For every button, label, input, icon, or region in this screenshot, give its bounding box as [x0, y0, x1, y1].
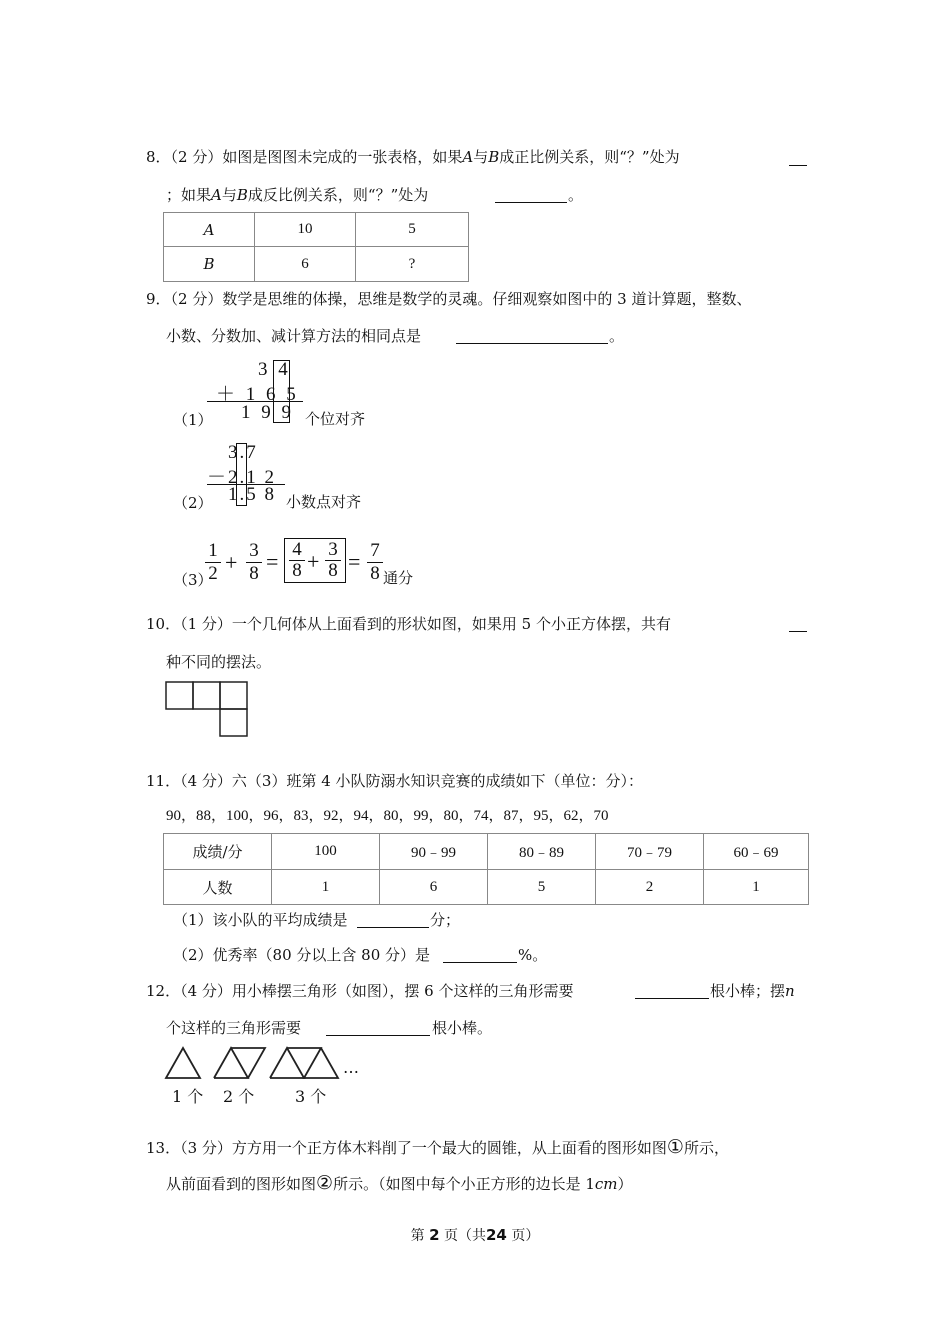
- q8-score: （2 分）: [170, 148, 223, 166]
- table-cell: 6: [255, 247, 356, 282]
- q10-answer-blank[interactable]: [789, 631, 807, 632]
- triangle-count-label: 2 个: [223, 1087, 255, 1106]
- q10-text: 一个几何体从上面看到的形状如图，如果用 5 个小正方体摆，共有: [231, 615, 671, 633]
- q8-text: 与: [473, 148, 489, 166]
- q9-line1: [146, 289, 751, 309]
- table-cell: 2: [596, 870, 704, 905]
- table-cell: 60﹣69: [704, 834, 809, 870]
- q12-score: （4 分）: [180, 982, 232, 1000]
- fraction-3-8: [325, 540, 341, 581]
- total-pages: 24: [486, 1226, 507, 1244]
- q12-line1-end: [710, 981, 795, 1001]
- q9-period: 。: [609, 327, 625, 345]
- numerator: 4: [292, 539, 302, 560]
- q13-text: 方方用一个正方体木料削了一个最大的圆锥，从上面看的图形如图: [231, 1139, 667, 1157]
- ellipsis: …: [343, 1058, 359, 1077]
- triangle-3a: [270, 1048, 304, 1078]
- square: [193, 682, 220, 709]
- footer-text: 页）: [511, 1228, 540, 1244]
- triangle-1: [166, 1048, 200, 1078]
- top-view-figure: [164, 680, 250, 740]
- numerator: 3: [249, 540, 259, 561]
- square: [220, 682, 247, 709]
- square: [166, 682, 193, 709]
- plus-sign: +: [307, 549, 320, 574]
- table-cell: 1: [272, 870, 380, 905]
- numerator: 1: [208, 540, 218, 561]
- fraction-7-8: [367, 540, 383, 585]
- decimal-point-box: [236, 443, 247, 506]
- calc1-row1: 3 4: [258, 359, 291, 380]
- q8-table: [163, 212, 469, 282]
- equals-sign: =: [348, 549, 361, 574]
- unit-cm: cm: [594, 1175, 618, 1193]
- q11-text: 六（3）班第 4 小队防溺水知识竞赛的成绩如下（单位：分）：: [231, 772, 644, 790]
- triangle-2a: [214, 1048, 248, 1078]
- q8-answer-blank-2[interactable]: [495, 202, 567, 203]
- fraction-3-8: [246, 540, 262, 585]
- q11-table: [163, 833, 809, 905]
- calc1-row2: ＋ 1 6 5: [216, 384, 299, 405]
- table-cell: 5: [488, 870, 596, 905]
- calc2-label: （2）: [173, 494, 213, 512]
- q8-line1: [146, 147, 680, 167]
- table-cell: 100: [272, 834, 380, 870]
- calc2-row1: 3.7: [228, 442, 258, 463]
- q12-text: 个这样的三角形需要: [166, 1019, 302, 1037]
- square: [220, 709, 247, 736]
- denominator: 2: [205, 562, 221, 585]
- page-footer: [0, 1225, 950, 1245]
- calc2-row2: －2.1 2: [207, 467, 277, 488]
- q8-text: 与: [221, 186, 237, 204]
- q9-text: 小数、分数加、减计算方法的相同点是: [166, 327, 422, 345]
- q11-sub1-unit: 分；: [430, 911, 461, 929]
- triangle-count-label: 3 个: [295, 1087, 327, 1106]
- fraction-1-2: [205, 540, 221, 585]
- table-cell: 80﹣89: [488, 834, 596, 870]
- table-cell: 6: [380, 870, 488, 905]
- calc1-caption: 个位对齐: [305, 410, 366, 428]
- q10-number: 10．: [146, 615, 181, 633]
- q8-text: 如图是图图未完成的一张表格，如果: [222, 148, 463, 166]
- page-number: 2: [429, 1226, 440, 1244]
- q13-number: 13．: [146, 1139, 181, 1157]
- q11-score: （4 分）: [180, 772, 232, 790]
- q13-text: 所示，: [683, 1139, 729, 1157]
- triangle-count-label: 1 个: [172, 1087, 204, 1106]
- q8-period: 。: [568, 186, 584, 204]
- score-list: 90，88，100，96，83，92，94，80，99，80，74，87，95，62，70: [166, 808, 609, 824]
- calc3-caption: 通分: [383, 569, 414, 587]
- footer-text: 页（共: [444, 1228, 486, 1244]
- q8-number: 8．: [146, 148, 171, 166]
- q11-sub2-unit: %。: [518, 946, 548, 964]
- figure-2-marker: ②: [316, 1172, 334, 1194]
- numerator: 7: [370, 540, 380, 561]
- calc2-caption: 小数点对齐: [286, 493, 362, 511]
- var-b: B: [488, 148, 500, 166]
- table-cell: 5: [356, 213, 469, 247]
- plus-sign: +: [225, 550, 238, 575]
- table-cell: ?: [356, 247, 469, 282]
- q8-answer-blank-1[interactable]: [789, 165, 807, 166]
- q13-line2: [166, 1173, 633, 1194]
- q11-answer-blank-1[interactable]: [357, 927, 429, 928]
- q12-text: 根小棒；摆: [710, 982, 786, 1000]
- q11-sub1: （1）该小队的平均成绩是: [173, 911, 348, 929]
- var-a: A: [462, 148, 474, 166]
- q8-line2: [166, 185, 428, 205]
- calc1-row3: 1 9 9: [241, 402, 294, 423]
- table-cell: 成绩/分: [164, 834, 272, 870]
- q13-text: 所示。（如图中每个小正方形的边长是 1: [333, 1175, 595, 1193]
- figure-1-marker: ①: [666, 1136, 684, 1158]
- q12-answer-blank-1[interactable]: [635, 998, 709, 999]
- table-cell: 1: [704, 870, 809, 905]
- table-cell: 70﹣79: [596, 834, 704, 870]
- denominator: 8: [289, 560, 305, 581]
- denominator: 8: [367, 562, 383, 585]
- table-cell: 人数: [164, 870, 272, 905]
- q12-line1: [146, 981, 574, 1001]
- fraction-4-8: [289, 540, 305, 581]
- q9-text: 数学是思维的体操，思维是数学的灵魂。仔细观察如图中的 3 道计算题，整数、: [222, 290, 752, 308]
- q12-text: 用小棒摆三角形（如图），摆 6 个这样的三角形需要: [231, 982, 574, 1000]
- q8-text: 成反比例关系，则“？”处为: [247, 186, 429, 204]
- denominator: 8: [325, 560, 341, 581]
- q13-line1: [146, 1137, 729, 1158]
- var-n: n: [785, 982, 795, 1000]
- var-b: B: [236, 186, 248, 204]
- calc2-row3: 1.5 8: [228, 484, 276, 505]
- table-cell: B: [164, 247, 255, 282]
- q11-sub2: （2）优秀率（80 分以上含 80 分）是: [173, 946, 431, 964]
- q12-answer-blank-2[interactable]: [326, 1035, 430, 1036]
- q10-line1: [146, 614, 671, 634]
- q13-text: 从前面看到的图形如图: [166, 1175, 317, 1193]
- q11-number: 11．: [146, 772, 181, 790]
- q12-text: 根小棒。: [432, 1019, 493, 1037]
- numerator: 3: [328, 539, 338, 560]
- calc3-label: （3）: [173, 571, 213, 589]
- q11-answer-blank-2[interactable]: [443, 962, 517, 963]
- q12-number: 12．: [146, 982, 181, 1000]
- matchstick-triangles-figure: [162, 1045, 342, 1081]
- var-a: A: [211, 186, 222, 204]
- q9-score: （2 分）: [170, 290, 223, 308]
- q9-answer-blank[interactable]: [456, 343, 608, 344]
- footer-text: 第: [410, 1228, 425, 1244]
- q9-number: 9．: [146, 290, 171, 308]
- q11-line1: [146, 771, 643, 791]
- table-cell: 10: [255, 213, 356, 247]
- ones-column-box: [273, 360, 290, 423]
- table-cell: 90﹣99: [380, 834, 488, 870]
- table-cell: A: [164, 213, 255, 247]
- q8-text: 成正比例关系，则“？”处为: [499, 148, 680, 166]
- equals-sign: =: [266, 549, 279, 574]
- q10-score: （1 分）: [180, 615, 232, 633]
- triangle-2b: [231, 1048, 265, 1078]
- q13-text: ）: [617, 1175, 633, 1193]
- q13-score: （3 分）: [180, 1139, 232, 1157]
- denominator: 8: [246, 562, 262, 585]
- q8-text: ；如果: [166, 186, 212, 204]
- q10-text: 种不同的摆法。: [166, 653, 272, 671]
- calc1-label: （1）: [173, 411, 213, 429]
